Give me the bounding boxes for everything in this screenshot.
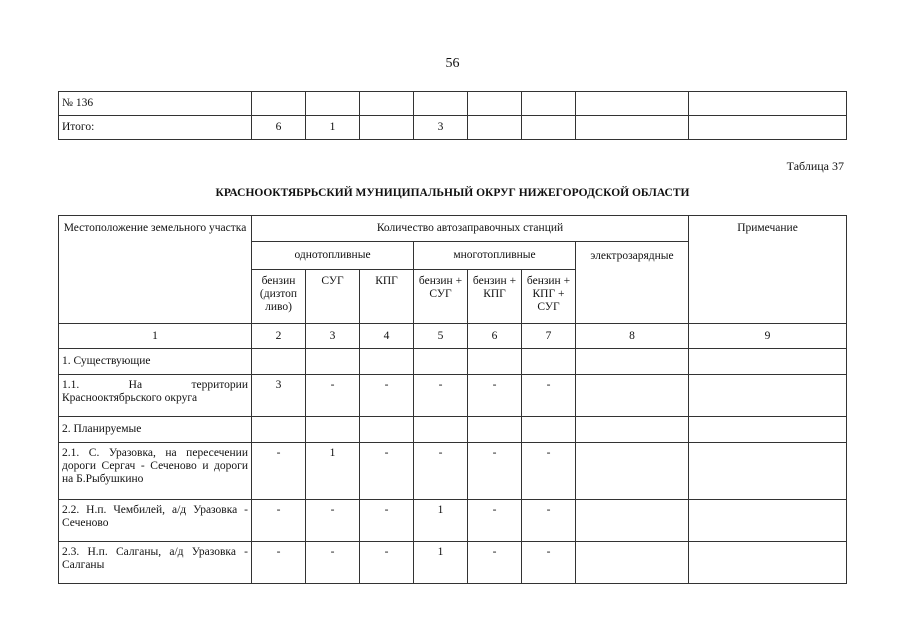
table-row: [59, 500, 847, 542]
table-cell: 1: [306, 443, 360, 500]
table-title: КРАСНООКТЯБРЬСКИЙ МУНИЦИПАЛЬНЫЙ ОКРУГ НИЖЕГОРОДСКОЙ ОБЛАСТИ: [215, 187, 690, 199]
table-cell: 1: [306, 116, 360, 140]
table-cell: -: [468, 375, 522, 417]
table-cell: -: [360, 443, 414, 500]
table-cell: -: [360, 542, 414, 584]
table-cell: [689, 500, 847, 542]
table-cell: -: [468, 500, 522, 542]
table-caption: Таблица 37: [786, 159, 844, 173]
header-sub: СУГ: [306, 270, 360, 324]
table-cell: [576, 349, 689, 375]
row-label: 2.2. Н.п. Чембилей, а/д Уразовка - Сеченово: [59, 500, 252, 542]
table-cell: [306, 417, 360, 443]
table-cell: [468, 92, 522, 116]
table-cell: [576, 417, 689, 443]
table-cell: [360, 349, 414, 375]
table-cell: [468, 349, 522, 375]
table-cell: [252, 92, 306, 116]
column-number: 5: [414, 324, 468, 349]
table-cell: -: [522, 542, 576, 584]
table-cell: [576, 92, 689, 116]
column-number: 1: [59, 324, 252, 349]
column-number: 7: [522, 324, 576, 349]
row-label: Итого:: [59, 116, 252, 140]
table-cell: [360, 116, 414, 140]
table-cell: [689, 417, 847, 443]
header-sub: бензин + КПГ: [468, 270, 522, 324]
table-cell: [576, 542, 689, 584]
header-electric: электрозарядные: [576, 242, 689, 324]
row-label: 2.3. Н.п. Салганы, а/д Уразовка - Салганы: [59, 542, 252, 584]
header-sub: бензин (дизтоп ливо): [252, 270, 306, 324]
table-cell: -: [252, 500, 306, 542]
table-cell: [689, 443, 847, 500]
table-cell: [414, 349, 468, 375]
column-number: 4: [360, 324, 414, 349]
table-cell: [306, 92, 360, 116]
table-cell: [360, 92, 414, 116]
header-single-fuel: однотопливные: [252, 242, 414, 270]
table-row: [59, 349, 847, 375]
table-cell: [360, 417, 414, 443]
table-cell: -: [414, 443, 468, 500]
header-row: [59, 216, 847, 242]
table-cell: [252, 417, 306, 443]
table-row: [59, 116, 847, 140]
table-cell: 3: [252, 375, 306, 417]
main-table: [58, 215, 847, 584]
column-number: 3: [306, 324, 360, 349]
table-cell: -: [522, 375, 576, 417]
table-cell: -: [252, 443, 306, 500]
row-label: 1.1. На территории Красноoктябрьского округа: [59, 375, 252, 417]
table-row: [59, 443, 847, 500]
header-note: Примечание: [689, 216, 847, 324]
header-station-count: Количество автозаправочных станций: [252, 216, 689, 242]
row-label: № 136: [59, 92, 252, 116]
table-cell: -: [522, 443, 576, 500]
column-number-row: [59, 324, 847, 349]
column-number: 6: [468, 324, 522, 349]
table-cell: -: [360, 375, 414, 417]
row-label: 2.1. С. Уразовка, на пересечении дороги Сергач - Сеченово и дороги на Б.Рыбушкино: [59, 443, 252, 500]
table-cell: [414, 417, 468, 443]
table-cell: [689, 349, 847, 375]
table-cell: 6: [252, 116, 306, 140]
table-cell: -: [468, 542, 522, 584]
header-multi-fuel: многотопливные: [414, 242, 576, 270]
table-cell: [522, 349, 576, 375]
table-cell: [689, 375, 847, 417]
table-cell: -: [306, 375, 360, 417]
table-row: [59, 92, 847, 116]
column-number: 2: [252, 324, 306, 349]
table-cell: [522, 417, 576, 443]
table-row: [59, 542, 847, 584]
table-row: [59, 417, 847, 443]
table-cell: [522, 116, 576, 140]
table-cell: [414, 92, 468, 116]
table-cell: [689, 92, 847, 116]
column-number: 9: [689, 324, 847, 349]
table-cell: [576, 375, 689, 417]
table-cell: [306, 349, 360, 375]
table-cell: [576, 500, 689, 542]
table-cell: [522, 92, 576, 116]
header-location: Местоположение земельного участка: [59, 216, 252, 324]
table-cell: [689, 116, 847, 140]
row-label: 2. Планируемые: [59, 417, 252, 443]
row-label: 1. Существующие: [59, 349, 252, 375]
header-sub: КПГ: [360, 270, 414, 324]
column-number: 8: [576, 324, 689, 349]
table-cell: -: [468, 443, 522, 500]
table-cell: 1: [414, 542, 468, 584]
header-sub: бензин + СУГ: [414, 270, 468, 324]
table-cell: -: [522, 500, 576, 542]
table-cell: 3: [414, 116, 468, 140]
table-cell: -: [360, 500, 414, 542]
table-cell: [468, 116, 522, 140]
table-cell: -: [306, 542, 360, 584]
page-number: 56: [445, 56, 460, 71]
table-cell: [576, 443, 689, 500]
header-sub: бензин + КПГ + СУГ: [522, 270, 576, 324]
table-cell: -: [306, 500, 360, 542]
table-cell: 1: [414, 500, 468, 542]
table-cell: -: [252, 542, 306, 584]
table-cell: -: [414, 375, 468, 417]
table-cell: [689, 542, 847, 584]
table-cell: [468, 417, 522, 443]
previous-table: [58, 91, 847, 140]
table-row: [59, 375, 847, 417]
table-cell: [576, 116, 689, 140]
table-cell: [252, 349, 306, 375]
